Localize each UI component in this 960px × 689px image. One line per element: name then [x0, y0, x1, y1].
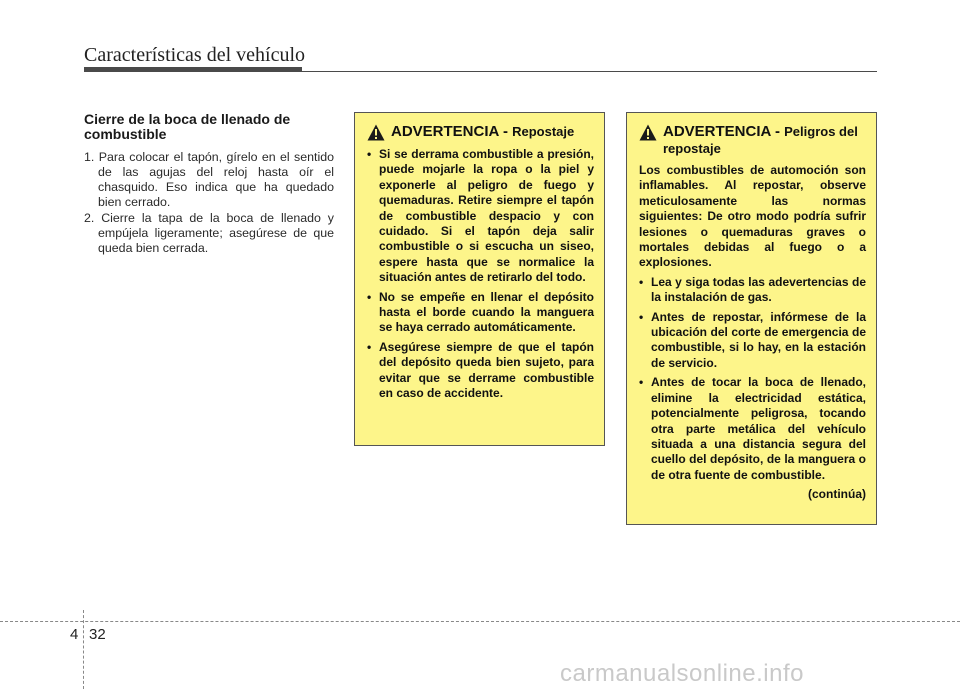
- page-number: 32: [89, 626, 106, 643]
- warning-bullet-3: • Antes de tocar la boca de llenado, elimine la electricidad estática, potencialmente peligrosa, tocando otra parte metálica del vehículo situada a una distancia segura del cuello del depósito, de la manguera o de otra fuente de combustible.: [639, 375, 866, 483]
- chapter-number: 4: [70, 626, 79, 643]
- footer-vertical-rule: [83, 610, 84, 689]
- warning-bullet-3: • Asegúrese siempre de que el tapón del depósito queda bien sujeto, para evitar que se derrame combustible en caso de accidente.: [367, 340, 594, 402]
- steps-list: [84, 150, 334, 256]
- warning-triangle-icon: [639, 124, 657, 141]
- warning-title-sub: Repostaje: [512, 124, 575, 139]
- warning-bullet-1: • Lea y siga todas las adevertencias de la instalación de gas.: [639, 275, 866, 306]
- warning-bullet-2: • Antes de repostar, infórmese de la ubicación del corte de emergencia de combustible, si lo hay, en la estación de servicio.: [639, 310, 866, 372]
- warning-box-refueling-hazards: [626, 112, 877, 525]
- warning-body: [367, 147, 594, 402]
- continued-label: (continúa): [808, 487, 866, 502]
- warning-triangle-icon: [367, 124, 385, 141]
- warning-bullets: [639, 275, 866, 483]
- warning-box-refueling: [354, 112, 605, 446]
- warning-title: [391, 123, 574, 140]
- warning-bullets: [367, 147, 594, 402]
- step-2: 2. Cierre la tapa de la boca de llenado y empújela ligeramente; asegúrese de que queda bien cerrada.: [84, 211, 334, 255]
- warning-title-main: ADVERTENCIA -: [663, 123, 785, 140]
- warning-bullet-2: • No se empeñe en llenar el depósito hasta el borde cuando la manguera se haya cerrado automáticamente.: [367, 290, 594, 336]
- warning-body: [639, 163, 866, 503]
- warning-intro: Los combustibles de automoción son inflamables. Al repostar, observe meticulosamente las normas siguientes: De otro modo podría sufrir lesiones o quemaduras graves o mortales debidas al fuego o a explosiones.: [639, 163, 866, 270]
- warning-title-main: ADVERTENCIA -: [391, 123, 513, 140]
- fuel-cap-section: [84, 112, 334, 257]
- header-rule-thin: [84, 71, 877, 72]
- footer-rule: [0, 621, 960, 622]
- warning-header: [639, 123, 866, 157]
- page-header-title: Características del vehículo: [84, 44, 306, 66]
- section-heading: Cierre de la boca de llenado de combustible: [84, 111, 291, 142]
- warning-bullet-1: • Si se derrama combustible a presión, puede mojarle la ropa o la piel y exponerle al peligro de fuego y quemaduras. Retire siempre el tapón de combustible despacio y con cuidado. Si el tapón deja salir combustible o si escucha un siseo, espere hasta que se normalice la situación antes de retirarlo del todo.: [367, 147, 594, 286]
- step-1: 1. Para colocar el tapón, gírelo en el sentido de las agujas del reloj hasta oír el chasquido. Eso indica que ha quedado bien cerrado.: [84, 150, 334, 209]
- watermark: carmanualsonline.info: [560, 660, 804, 687]
- warning-title-sub: Peligros del repostaje: [663, 124, 858, 156]
- warning-header: [367, 123, 594, 141]
- warning-title: [663, 123, 866, 157]
